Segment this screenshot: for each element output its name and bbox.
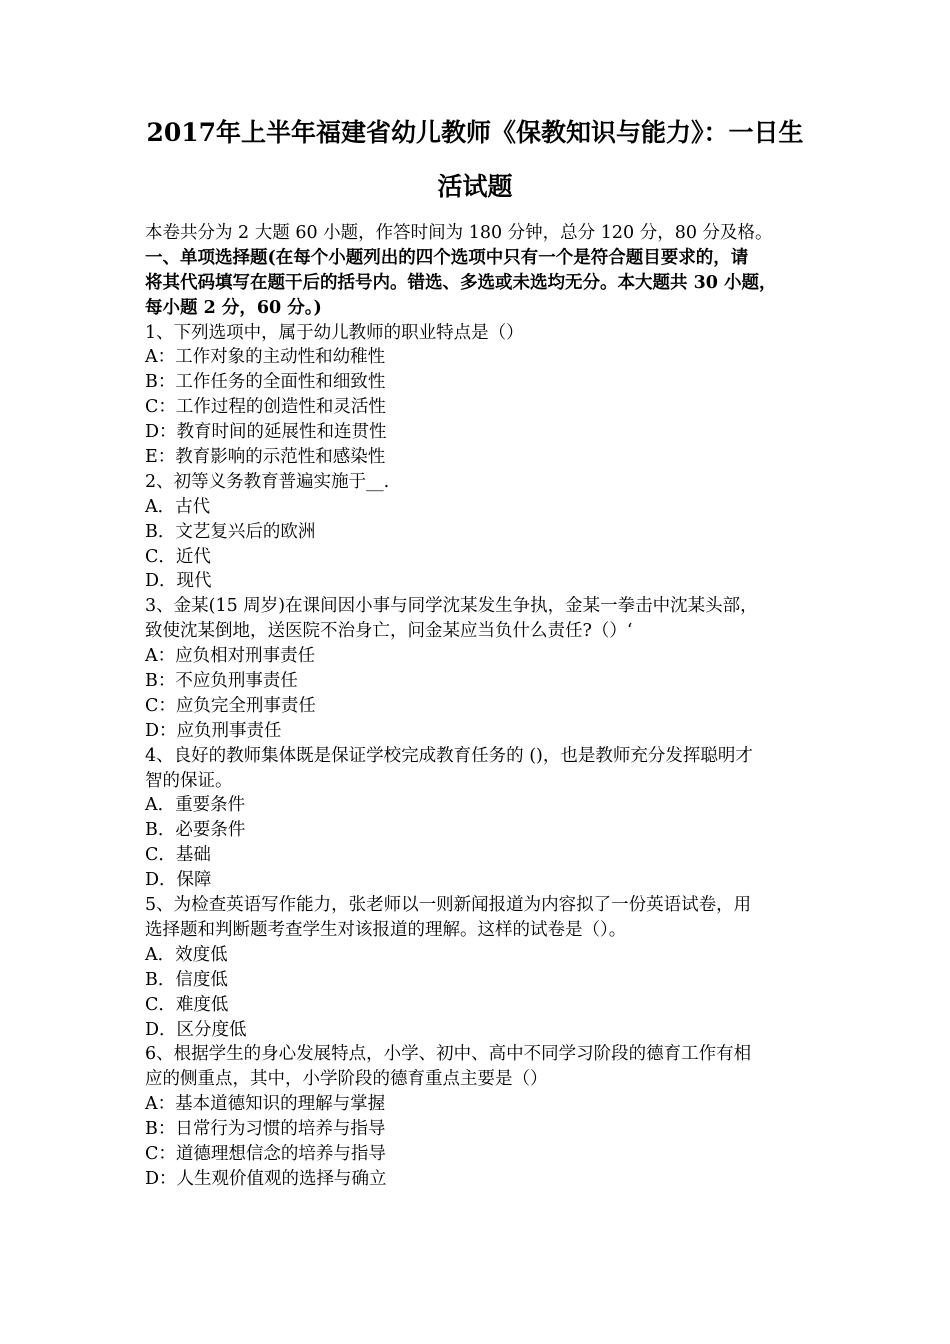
question-option: B：工作任务的全面性和细致性	[145, 372, 386, 393]
question-2	[145, 470, 810, 594]
question-3	[145, 594, 810, 743]
question-option: A．古代	[145, 496, 211, 517]
question-option: B：日常行为习惯的培养与指导	[145, 1119, 386, 1140]
question-stem: 2、初等义务教育普遍实施于__.	[145, 471, 390, 492]
question-option: B．信度低	[145, 969, 228, 990]
question-option: C：道德理想信念的培养与指导	[145, 1143, 386, 1164]
intro-text: 本卷共分为 2 大题 60 小题，作答时间为 180 分钟，总分 120 分，80 分及格。	[145, 223, 773, 243]
section-heading-line: 每小题 2 分，60 分。)	[145, 297, 322, 318]
question-option: A：基本道德知识的理解与掌握	[145, 1094, 386, 1115]
question-option: D：应负刑事责任	[145, 720, 282, 741]
question-stem: 1、下列选项中，属于幼儿教师的职业特点是（）	[145, 322, 524, 343]
question-stem: 选择题和判断题考查学生对该报道的理解。这样的试卷是（）。	[145, 919, 627, 940]
question-option: B．文艺复兴后的欧洲	[145, 521, 316, 542]
question-1	[145, 321, 810, 470]
question-option: D：人生观价值观的选择与确立	[145, 1168, 387, 1189]
question-option: A：应负相对刑事责任	[145, 646, 316, 667]
question-option: C．基础	[145, 845, 211, 866]
question-option: D．区分度低	[145, 1019, 247, 1040]
question-4	[145, 744, 810, 893]
question-option: C：工作过程的创造性和灵活性	[145, 397, 386, 418]
question-option: D．保障	[145, 870, 212, 891]
question-stem: 4、良好的教师集体既是保证学校完成教育任务的 ()，也是教师充分发挥聪明才	[145, 745, 753, 766]
question-stem: 智的保证。	[145, 770, 233, 791]
question-option: B：不应负刑事责任	[145, 671, 298, 692]
question-option: D．现代	[145, 571, 212, 592]
question-option: C．难度低	[145, 994, 229, 1015]
question-stem: 3、金某(15 周岁)在课间因小事与同学沈某发生争执，金某一拳击中沈某头部，	[145, 596, 758, 617]
question-option: D：教育时间的延展性和连贯性	[145, 422, 387, 443]
page-title-continued: 活试题	[437, 172, 513, 201]
section-heading-line: 一、单项选择题(在每个小题列出的四个选项中只有一个是符合题目要求的，请	[145, 247, 749, 268]
question-stem: 致使沈某倒地，送医院不治身亡，问金某应当负什么责任?（）‘	[145, 621, 633, 642]
question-option: A．重要条件	[145, 795, 246, 816]
question-6	[145, 1042, 810, 1191]
document-body	[145, 221, 810, 1192]
question-option: C．近代	[145, 546, 211, 567]
question-option: E：教育影响的示范性和感染性	[145, 447, 386, 468]
question-stem: 6、根据学生的身心发展特点，小学、初中、高中不同学习阶段的德育工作有相	[145, 1044, 752, 1065]
question-option: B．必要条件	[145, 820, 246, 841]
question-stem: 应的侧重点，其中，小学阶段的德育重点主要是（）	[145, 1069, 548, 1090]
page-title: 2017年上半年福建省幼儿教师《保教知识与能力》：一日生	[146, 118, 804, 147]
question-option: C：应负完全刑事责任	[145, 695, 316, 716]
question-option: A：工作对象的主动性和幼稚性	[145, 347, 386, 368]
section-heading-line: 将其代码填写在题干后的括号内。错选、多选或未选均无分。本大题共 30 小题，	[145, 272, 777, 293]
question-5	[145, 893, 810, 1042]
question-stem: 5、为检查英语写作能力，张老师以一则新闻报道为内容拟了一份英语试卷，用	[145, 895, 752, 916]
question-option: A．效度低	[145, 944, 228, 965]
